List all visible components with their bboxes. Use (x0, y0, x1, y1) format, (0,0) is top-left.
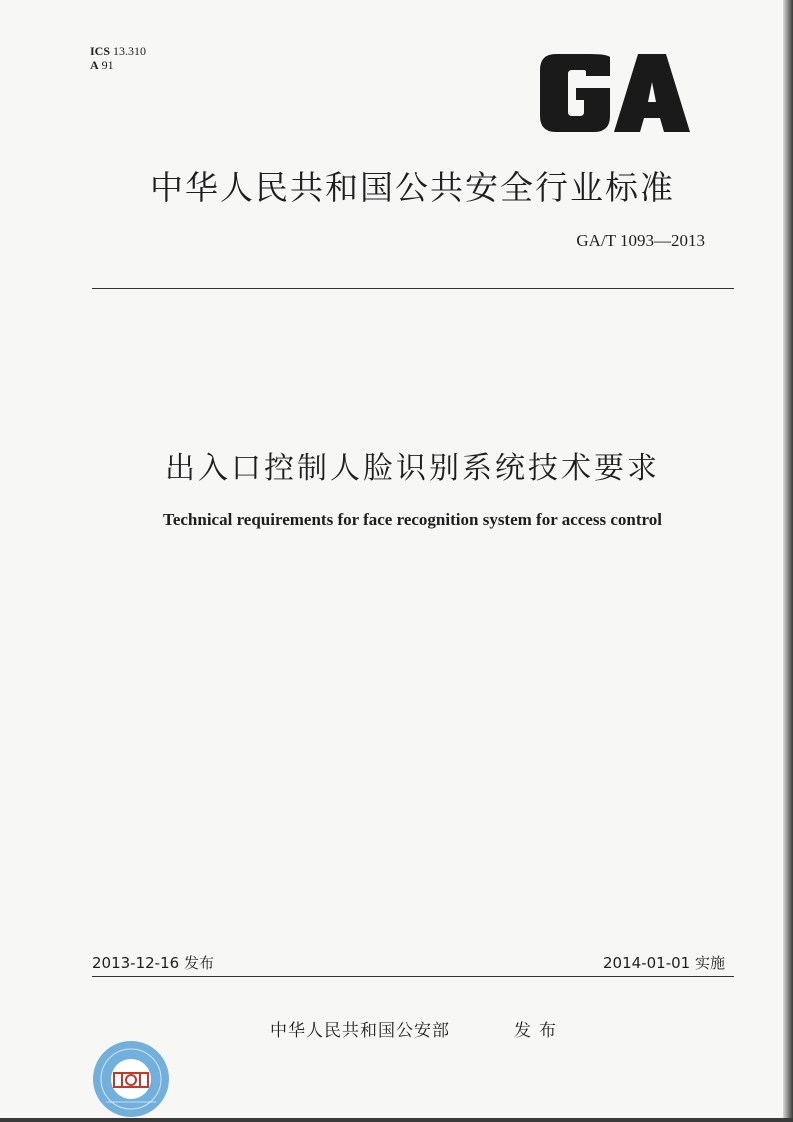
ccs-label: A (90, 58, 99, 72)
certification-seal-icon (92, 1040, 170, 1118)
publisher-name: 中华人民共和国公安部 (270, 1021, 450, 1041)
issue-date-value: 2013-12-16 (92, 954, 180, 972)
implementation-date-value: 2014-01-01 (603, 954, 691, 972)
ics-code: 13.310 (113, 44, 147, 58)
ccs-code: 91 (101, 58, 114, 72)
scan-edge-right (783, 0, 793, 1122)
ics-label: ICS (90, 44, 111, 58)
scan-edge-bottom (0, 1118, 793, 1122)
implementation-date (603, 952, 725, 973)
issuing-body-title: 中华人民共和国公共安全行业标准 (150, 168, 675, 207)
top-divider (92, 288, 734, 289)
implementation-date-label: 实施 (694, 954, 725, 972)
ics-line (90, 44, 146, 58)
ga-logo-icon (540, 54, 690, 132)
bottom-divider (92, 976, 734, 977)
classification-codes (90, 44, 146, 72)
publish-action: 发布 (514, 1021, 564, 1041)
standard-number: GA/T 1093—2013 (576, 231, 705, 250)
document-title-chinese: 出入口控制人脸识别系统技术要求 (165, 451, 660, 486)
ccs-line (90, 58, 146, 72)
document-title-english: Technical requirements for face recognition system for access control (163, 510, 662, 529)
issue-date (92, 952, 214, 973)
issue-date-label: 发布 (183, 954, 214, 972)
